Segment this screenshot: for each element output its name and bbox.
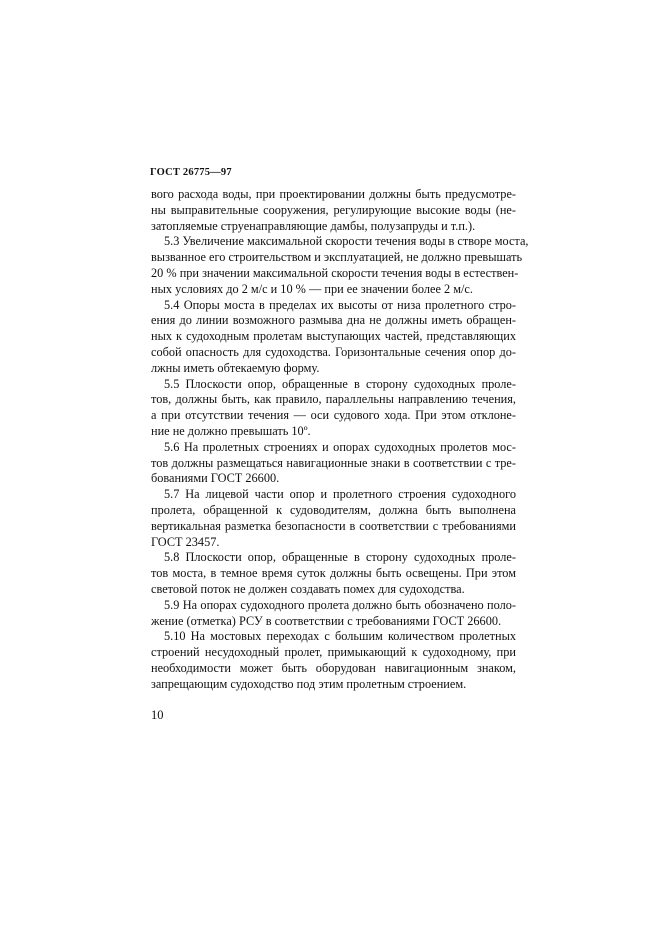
document-code-header: ГОСТ 26775—97	[150, 167, 232, 178]
text-line: ных условиях до 2 м/с и 10 % — при ее значении более 2 м/с.	[151, 281, 473, 296]
text-line: жение (отметка) РСУ в соответствии с требованиями ГОСТ 26600.	[151, 613, 502, 628]
text-line: вого расхода воды, при проектировании должны быть предусмотре-	[151, 187, 516, 201]
text-line: тов должны размещаться навигационные знаки в соответствии с тре-	[151, 455, 516, 470]
text-line: 5.9 На опорах судоходного пролета должно быть обозначено поло-	[164, 597, 516, 612]
text-line: пролета, обращенной к судоводителям, должна быть выполнена	[151, 502, 516, 517]
text-line: запрещающим судоходство под этим пролетным строением.	[151, 676, 467, 691]
text-line: строений несудоходный пролет, примыкающий к судоходному, при	[151, 645, 516, 660]
text-line: необходимости может быть оборудован навигационным знаком,	[151, 660, 516, 675]
text-line: 5.4 Опоры моста в пределах их высоты от низа пролетного стро-	[164, 297, 516, 312]
text-line: 5.10 На мостовых переходах с большим количеством пролетных	[164, 629, 516, 644]
text-line: а при отсутствии течения — оси судового хода. При этом отклоне-	[151, 408, 516, 423]
text-line: ения до линии возможного размыва дна не должны иметь обращен-	[151, 313, 516, 328]
text-line: ГОСТ 23457.	[151, 534, 220, 549]
text-line: затопляемые струенаправляющие дамбы, полузапруды и т.п.).	[151, 218, 476, 233]
text-line: 5.7 На лицевой части опор и пролетного строения судоходного	[164, 487, 516, 502]
text-line: вертикальная разметка безопасности в соответствии с требованиями	[151, 518, 516, 533]
text-line: тов моста, в темное время суток должны быть освещены. При этом	[151, 566, 516, 581]
text-line: 20 % при значении максимальной скорости течения воды в естествен-	[151, 265, 519, 280]
text-line: тов, должны быть, как правило, параллельны направлению течения,	[151, 392, 516, 407]
text-line: 5.3 Увеличение максимальной скорости течения воды в створе моста,	[164, 234, 529, 249]
text-line: вызванное его строительством и эксплуатацией, не должно превышать	[151, 250, 523, 265]
text-line: 5.6 На пролетных строениях и опорах судоходных пролетов мос-	[164, 439, 516, 454]
text-line: 5.8 Плоскости опор, обращенные в сторону судоходных проле-	[164, 550, 516, 565]
text-line: ние не должно превышать 10º.	[151, 423, 311, 438]
text-line: ных к судоходным пролетам выступающих частей, представляющих	[151, 329, 516, 344]
text-line: бованиями ГОСТ 26600.	[151, 471, 280, 486]
text-line: световой поток не должен создавать помех для судоходства.	[151, 581, 465, 596]
text-line: ны выправительные сооружения, регулирующие высокие воды (не-	[151, 202, 516, 217]
text-line: 5.5 Плоскости опор, обращенные в сторону судоходных проле-	[164, 376, 516, 391]
body-text	[151, 187, 529, 693]
page-number: 10	[151, 708, 164, 722]
text-line: собой опасность для судоходства. Горизонтальные сечения опор до-	[151, 344, 516, 359]
text-line: лжны иметь обтекаемую форму.	[151, 360, 320, 375]
